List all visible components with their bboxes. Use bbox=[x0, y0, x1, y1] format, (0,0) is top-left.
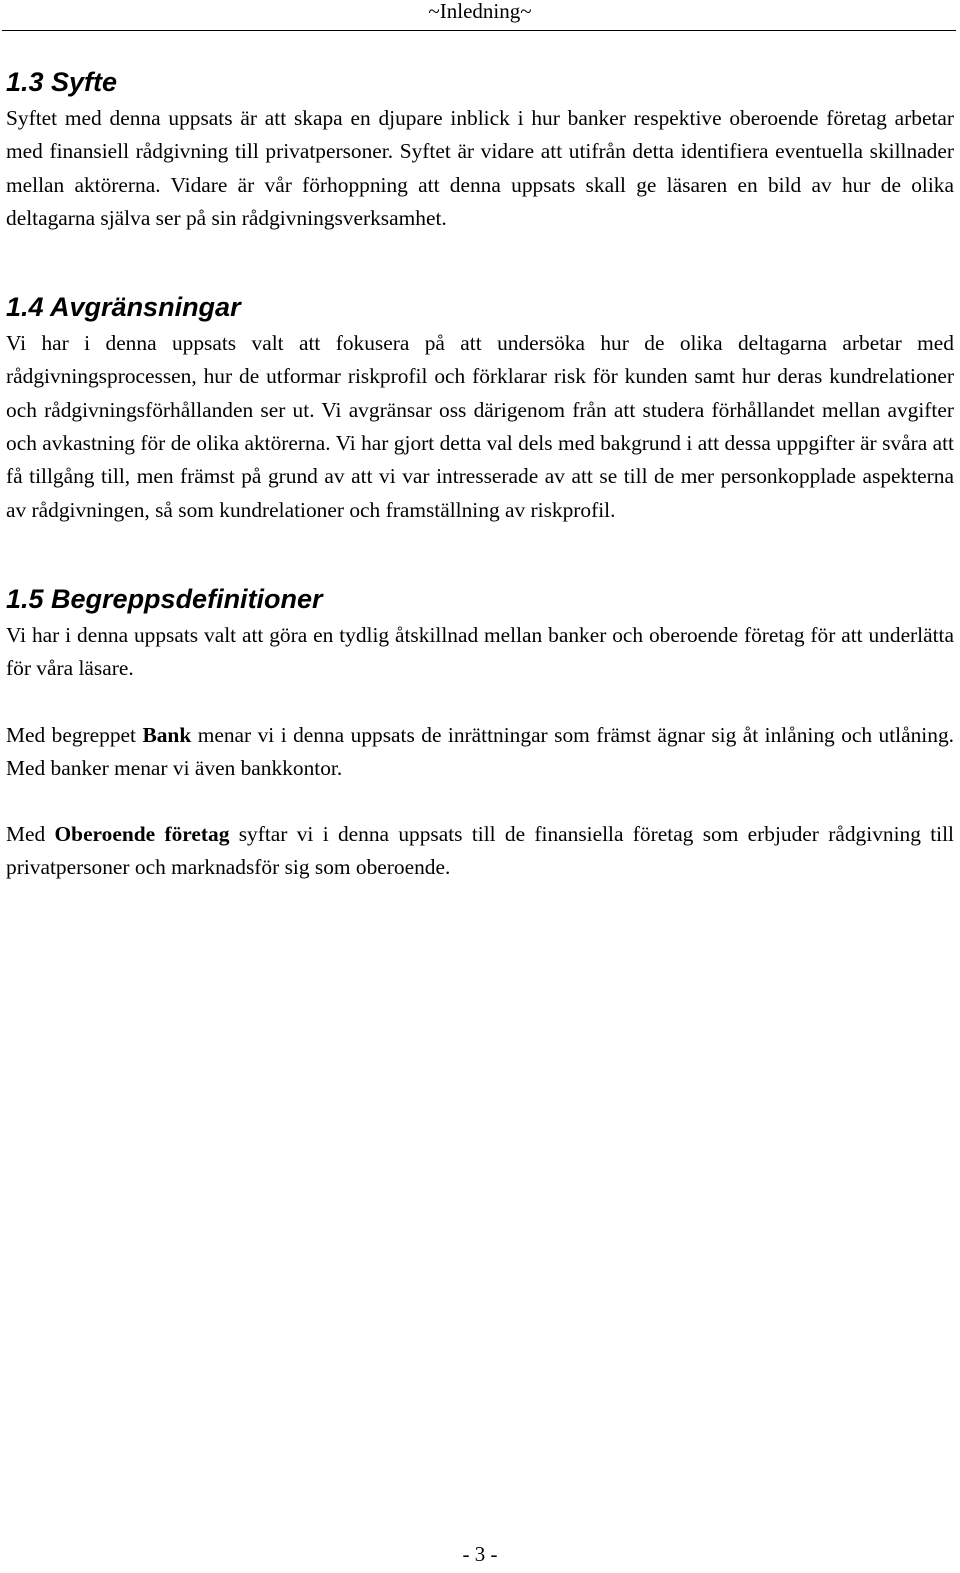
section-heading-syfte: 1.3 Syfte bbox=[6, 67, 118, 97]
page-number: - 3 - bbox=[462, 1542, 498, 1566]
running-header: ~Inledning~ bbox=[428, 0, 532, 23]
section-begreppsdefinitioner bbox=[6, 579, 954, 885]
definition-bank-before: Med begreppet bbox=[6, 722, 143, 747]
definition-oberoende-after: syftar vi i denna uppsats till de finansiella företag som erbjuder rådgivning till privatpersoner och marknadsför sig som oberoende. bbox=[6, 822, 955, 880]
definition-oberoende-before: Med bbox=[6, 822, 55, 847]
document-body bbox=[6, 62, 954, 885]
term-oberoende-foretag: Oberoende företag bbox=[54, 822, 230, 847]
section-avgransningar bbox=[6, 287, 954, 527]
paragraph-syfte: Syftet med denna uppsats är att skapa en djupare inblick i hur banker respektive oberoende företag arbetar med finansiell rådgivning till privatpersoner. Syftet är vidare att utifrån detta identifiera eventuella skillnader mellan aktörerna. Vidare är vår förhoppning att denna uppsats skall ge läsaren en bild av hur de olika deltagarna själva ser på sin rådgivningsverksamhet. bbox=[6, 106, 954, 230]
header-rule bbox=[2, 30, 956, 31]
section-heading-begreppsdefinitioner: 1.5 Begreppsdefinitioner bbox=[6, 583, 323, 614]
definition-bank-after: menar vi i denna uppsats de inrättningar som främst ägnar sig åt inlåning och utlåning. Med banker menar vi även bankkontor. bbox=[6, 722, 954, 780]
definition-oberoende-foretag bbox=[6, 818, 954, 885]
definition-bank bbox=[6, 719, 954, 786]
term-bank: Bank bbox=[142, 722, 192, 747]
section-heading-avgransningar: 1.4 Avgränsningar bbox=[6, 292, 241, 323]
section-syfte bbox=[6, 62, 954, 235]
paragraph-avgransningar: Vi har i denna uppsats valt att fokusera på att undersöka hur de olika deltagarna arbetar med rådgivningsprocessen, hur de utformar riskprofil och förklarar risk för kunden samt hur deras kundrelationer och rådgivningsförhållanden ser ut. Vi avgränsar oss därigenom från att studera förhållandet mellan avgifter och avkastning för de olika aktörerna. Vi har gjort detta val dels med bakgrund i att dessa uppgifter är svåra att få tillgång till, men främst på grund av att vi var intresserade av att se till de mer personkopplade aspekterna av rådgivningen, så som kundrelationer och framställning av riskprofil. bbox=[6, 331, 954, 522]
paragraph-begrepp-intro: Vi har i denna uppsats valt att göra en tydlig åtskillnad mellan banker och oberoende företag för att underlätta för våra läsare. bbox=[6, 622, 954, 681]
